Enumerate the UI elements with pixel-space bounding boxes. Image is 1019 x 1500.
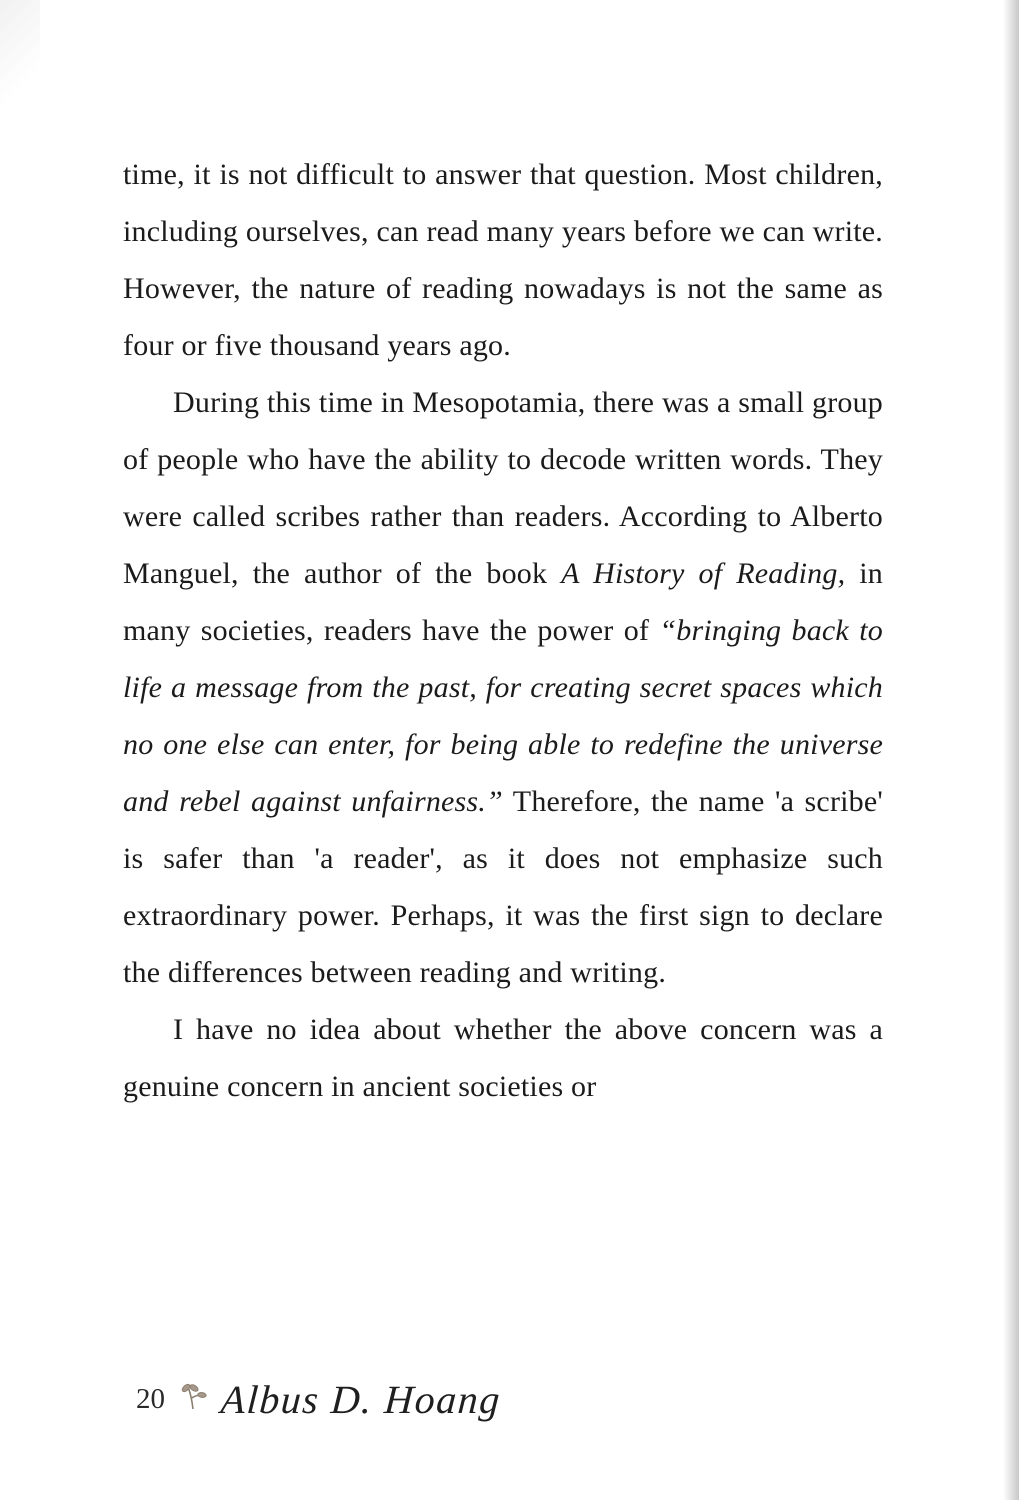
- page-footer: [136, 1376, 501, 1423]
- text-run-italic-book-title: A History of Reading,: [561, 557, 846, 590]
- page-number: 20: [136, 1383, 165, 1415]
- text-run: I have no idea about whether the above concern was a genuine concern in ancient societies or: [123, 1013, 883, 1103]
- scan-edge-shadow-right: [1003, 0, 1019, 1500]
- text-run: Therefore, the name 'a scribe' is safer than 'a reader', as it does not emphasize such extraordinary power. Perhaps, it was the first sign to declare the differences between reading and writing.: [123, 785, 883, 989]
- text-run: time, it is not difficult to answer that question. Most children, including ourselves, can read many years before we can write. However, the nature of reading nowadays is not the same as four or five thousand years ago.: [123, 158, 883, 362]
- paragraph-concern: [123, 1001, 883, 1115]
- body-text: [123, 146, 883, 1115]
- text-run: During this time in Mesopotamia, there was a small group of people who have the ability to decode written words. They were called scribes rather than readers. According to Alberto Manguel, the author of the book: [123, 386, 883, 590]
- author-signature: Albus D. Hoang: [219, 1377, 503, 1422]
- paragraph-scribes: [123, 374, 883, 1001]
- text-run: in many societies, readers have the power of: [123, 557, 884, 647]
- scan-edge-shadow-corner: [0, 0, 40, 120]
- text-run-italic-quote: “bringing back to life a message from the past, for creating secret spaces which no one else can enter, for being able to redefine the universe and rebel against unfairness.”: [123, 614, 883, 818]
- paragraph-continuation: [123, 146, 883, 374]
- leaf-sprig-icon: [177, 1382, 209, 1412]
